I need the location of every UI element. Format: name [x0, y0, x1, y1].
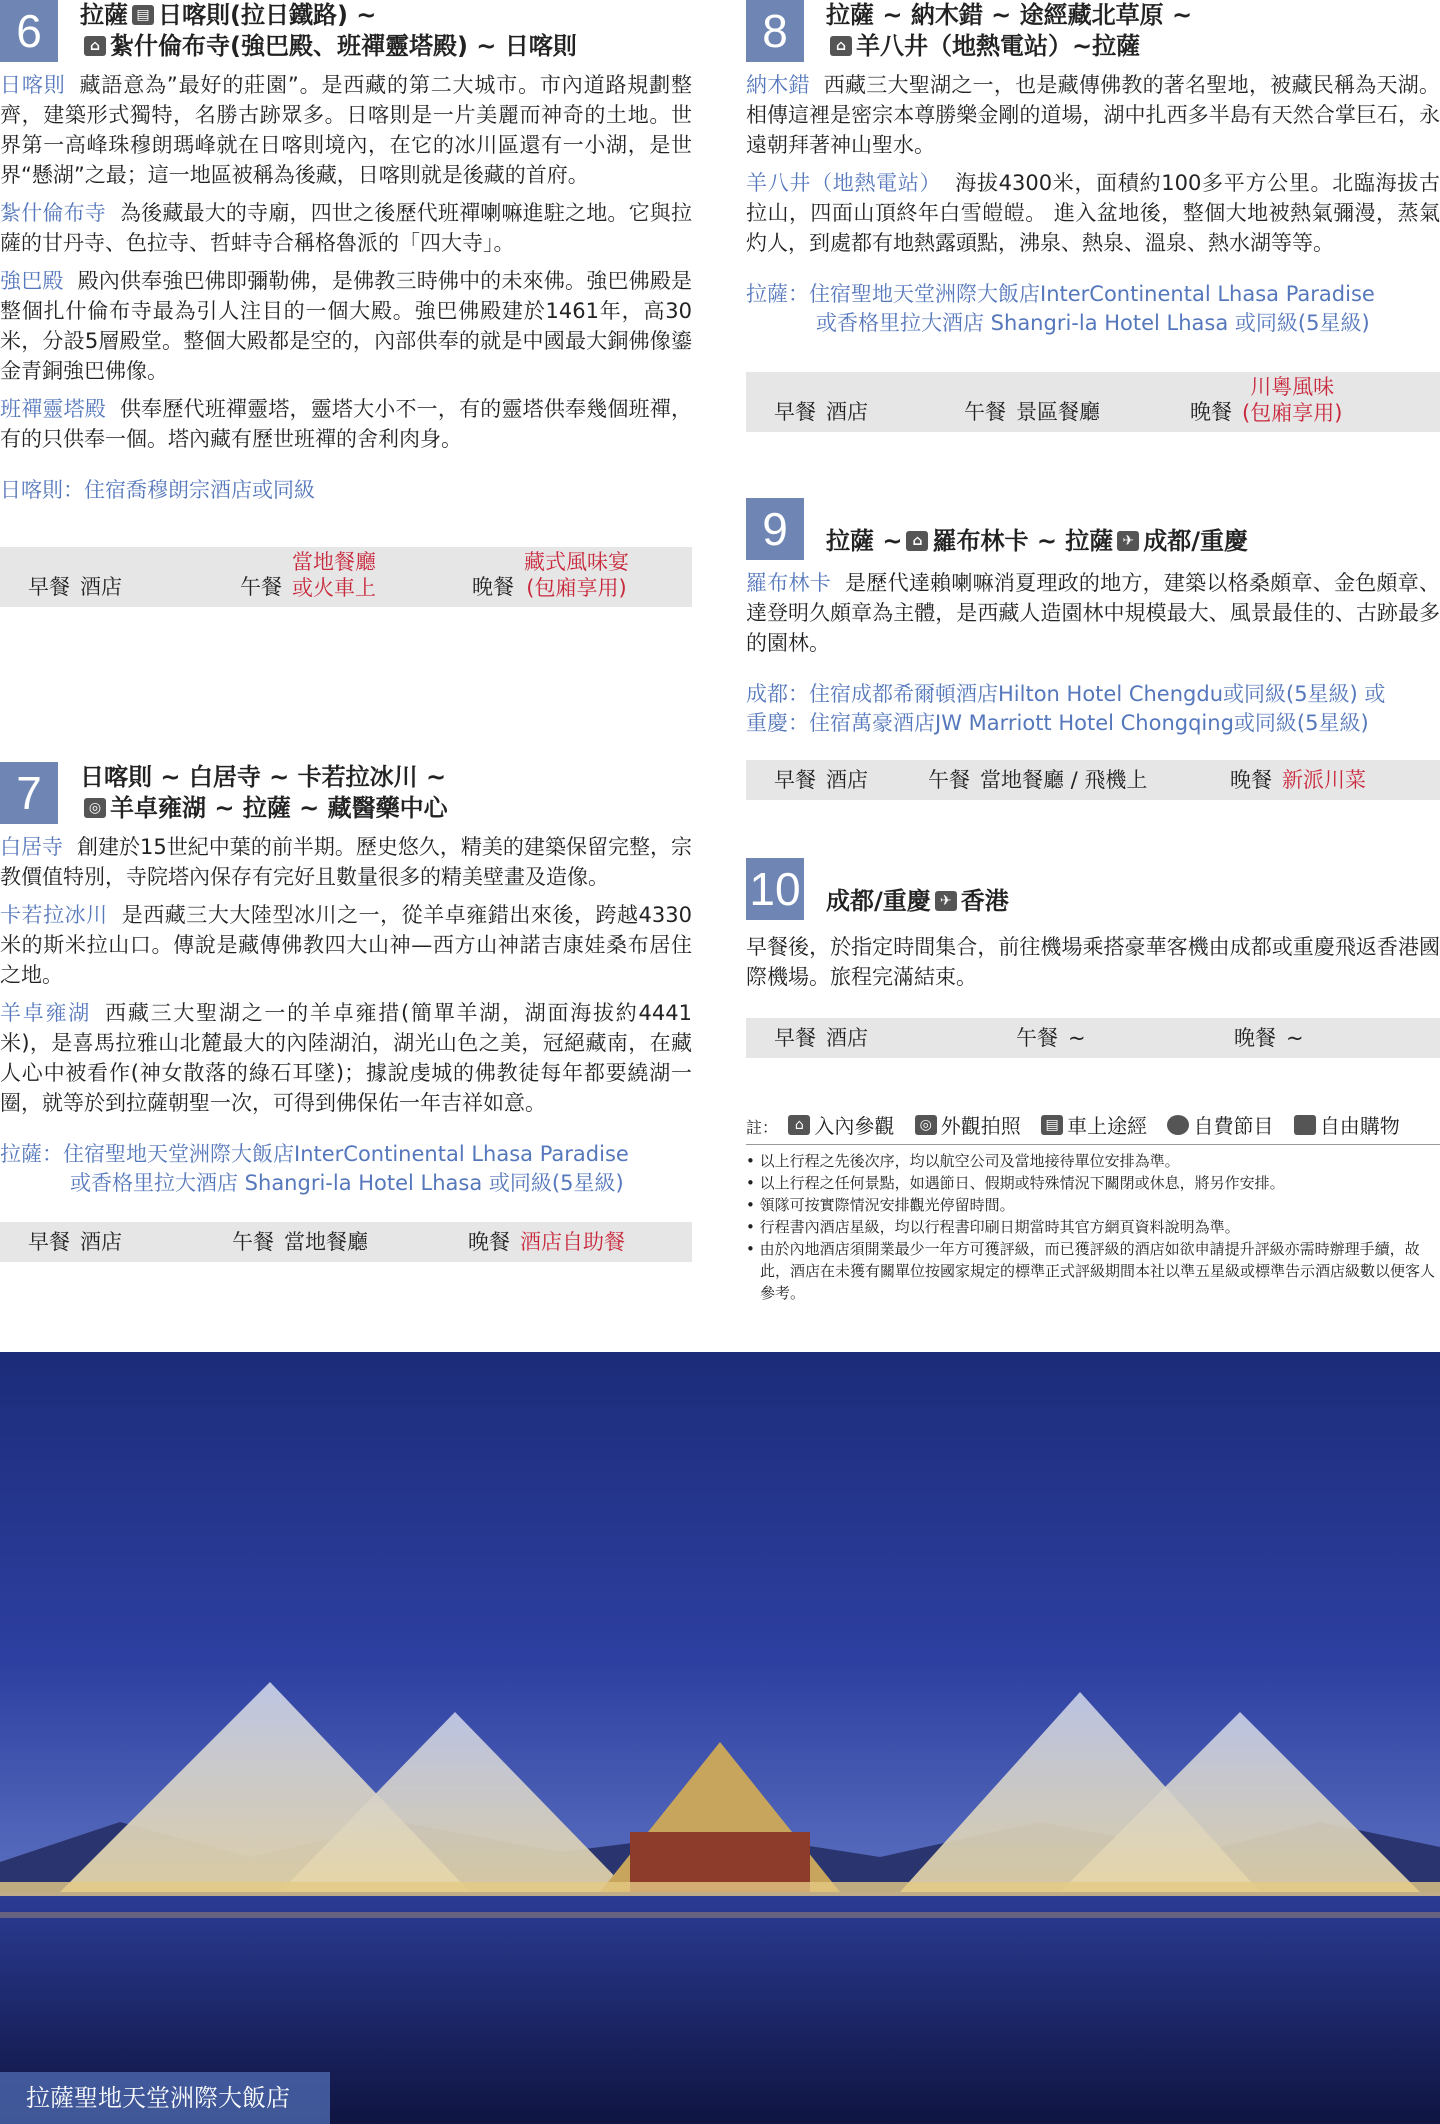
shopping-bag-icon — [1294, 1115, 1316, 1135]
note-item: • 以上行程之任何景點，如遇節日、假期或特殊情況下關閉或休息，將另作安排。 — [746, 1174, 1285, 1192]
hotel-info: 拉薩：住宿聖地天堂洲際大飯店InterContinental Lhasa Paradise 或香格里拉大酒店 Shangri-la Hotel Lhasa 或同級(5星級) — [0, 1142, 629, 1195]
paragraph: 日喀則 藏語意為”最好的莊園”。是西藏的第二大城市。市內道路規劃整齊，建築形式獨特，名勝古跡眾多。日喀則是一片美麗而神奇的土地。世界第一高峰珠穆朗瑪峰就在日喀則境內，在它的冰川區還有一小湖，是世界“懸湖”之最；這一地區被稱為後藏，日喀則就是後藏的首府。 — [0, 73, 692, 187]
day-9 — [746, 498, 1440, 800]
note-item: • 領隊可按實際情況安排觀光停留時間。 — [746, 1196, 1015, 1214]
day-number: 8 — [746, 0, 804, 62]
train-icon — [132, 5, 154, 25]
notes-legend: 註： ⌂ 入內參觀 ◎ 外觀拍照 ▤ 車上途經 自費節目 自由購物 — [746, 1110, 1440, 1139]
paragraph: 納木錯 西藏三大聖湖之一，也是藏傳佛教的著名聖地，被藏民稱為天湖。相傳這裡是密宗本尊勝樂金剛的道場，湖中扎西多半島有天然合掌巨石，永遠朝拜著神山聖水。 — [746, 73, 1440, 157]
home-icon — [906, 531, 928, 551]
meal-bar: 早餐 酒店 午餐 當地餐廳 / 飛機上 晚餐 新派川菜 — [746, 760, 1440, 800]
home-icon — [830, 36, 852, 56]
photo-caption: 拉薩聖地天堂洲際大飯店 — [0, 2072, 330, 2124]
bus-icon — [1041, 1115, 1063, 1135]
day-title: 日喀則 ~ 白居寺 ~ 卡若拉冰川 ~ ◎羊卓雍湖 ~ 拉薩 ~ 藏醫藥中心 — [80, 762, 692, 824]
home-icon — [788, 1115, 810, 1135]
hotel-info: 日喀則：住宿喬穆朗宗酒店或同級 — [0, 478, 315, 502]
day-header — [746, 858, 1440, 920]
hotel-photo — [0, 1352, 1440, 2124]
plane-icon — [935, 891, 957, 911]
day-number: 9 — [746, 498, 804, 560]
day-header — [746, 0, 1440, 62]
day-7 — [0, 762, 692, 1262]
plane-icon — [1117, 531, 1139, 551]
meal-bar: 早餐 酒店 午餐 ~ 晚餐 ~ — [746, 1018, 1440, 1058]
note-item: • 行程書內酒店星級，均以行程書印刷日期當時其官方網頁資料說明為準。 — [746, 1218, 1240, 1236]
meal-bar: 早餐 酒店 午餐 景區餐廳 晚餐川粵風味 (包廂享用) — [746, 372, 1440, 432]
paragraph: 羊卓雍湖 西藏三大聖湖之一的羊卓雍措(簡單羊湖，湖面海拔約4441米)，是喜馬拉雅山北麓最大的內陸湖泊，湖光山色之美，冠絕藏南，在藏人心中被看作(神女散落的綠石耳墜)；據說虔城的佛教徒每年都要繞湖一圈，就等於到拉薩朝聖一次，可得到佛保佑一年吉祥如意。 — [0, 1001, 693, 1115]
day-header — [0, 0, 692, 62]
day-title: 拉薩▤ 日喀則(拉日鐵路) ~ ⌂紮什倫布寺(強巴殿、班禪靈塔殿) ~ 日喀則 — [80, 0, 692, 62]
note-item: • 以上行程之先後次序，均以航空公司及當地接待單位安排為準。 — [746, 1152, 1180, 1170]
divider — [746, 1144, 1440, 1145]
paragraph: 卡若拉冰川 是西藏三大大陸型冰川之一，從羊卓雍錯出來後，跨越4330米的斯米拉山口。傳說是藏傳佛教四大山神—西方山神諾吉康娃桑布居住之地。 — [0, 903, 692, 987]
note-item: • 由於內地酒店須開業最少一年方可獲評級，而已獲評級的酒店如欲申請提升評級亦需時辦理手續，故此，酒店在未獲有關單位按國家規定的標準正式評級期間本社以準五星級或標準告示酒店級數以便客人參考。 — [746, 1240, 1436, 1302]
paragraph: 紮什倫布寺 為後藏最大的寺廟，四世之後歷代班禪喇嘛進駐之地。它與拉薩的甘丹寺、色拉寺、哲蚌寺合稱格魯派的「四大寺」。 — [0, 201, 692, 255]
meal-bar: 早餐 酒店 午餐當地餐廳 或火車上 晚餐藏式風味宴 (包廂享用) — [0, 547, 692, 607]
camera-icon — [915, 1115, 937, 1135]
paragraph: 強巴殿 殿內供奉強巴佛即彌勒佛，是佛教三時佛中的未來佛。強巴佛殿是整個扎什倫布寺最為引人注目的一個大殿。強巴佛殿建於1461年，高30米，分設5層殿堂。整個大殿都是空的，內部供奉的就是中國最大銅佛像鎏金青銅強巴佛像。 — [0, 269, 693, 383]
day-number: 10 — [746, 858, 804, 920]
day-number: 6 — [0, 0, 58, 62]
day-title: 拉薩 ~ 納木錯 ~ 途經藏北草原 ~ ⌂羊八井（地熱電站）~拉薩 — [826, 0, 1440, 62]
home-icon — [84, 36, 106, 56]
day-number: 7 — [0, 762, 58, 824]
hotel-info: 拉薩：住宿聖地天堂洲際大飯店InterContinental Lhasa Paradise 或香格里拉大酒店 Shangri-la Hotel Lhasa 或同級(5星級) — [746, 282, 1375, 335]
day-header — [746, 498, 1440, 560]
day-title: 拉薩 ~⌂ 羅布林卡 ~ 拉薩✈ 成都/重慶 — [826, 526, 1440, 557]
day-10 — [746, 858, 1440, 1058]
money-icon — [1167, 1115, 1189, 1135]
day-title: 成都/重慶✈ 香港 — [826, 886, 1440, 917]
notes-list — [746, 1150, 1436, 1304]
meal-bar: 早餐 酒店 午餐 當地餐廳 晚餐 酒店自助餐 — [0, 1222, 692, 1262]
paragraph: 班禪靈塔殿 供奉歷代班禪靈塔，靈塔大小不一，有的靈塔供奉幾個班禪，有的只供奉一個。塔內藏有歷世班禪的舍利肉身。 — [0, 397, 692, 451]
paragraph: 白居寺 創建於15世紀中葉的前半期。歷史悠久，精美的建築保留完整，宗教價值特別，寺院塔內保存有完好且數量很多的精美壁畫及造像。 — [0, 835, 692, 889]
hotel-illustration — [0, 1352, 1440, 2124]
camera-icon — [84, 798, 106, 818]
day-6 — [0, 0, 692, 607]
paragraph: 早餐後，於指定時間集合，前往機場乘搭豪華客機由成都或重慶飛返香港國際機場。旅程完滿結束。 — [746, 935, 1440, 989]
day-header — [0, 762, 692, 824]
hotel-info: 成都：住宿成都希爾頓酒店Hilton Hotel Chengdu或同級(5星級) 或 重慶：住宿萬豪酒店JW Marriott Hotel Chongqing或同級(5星級) — [746, 682, 1386, 735]
paragraph: 羊八井（地熱電站） 海拔4300米，面積約100多平方公里。北臨海拔古拉山，四面山頂終年白雪皚皚。 進入盆地後，整個大地被熱氣彌漫，蒸氣灼人，到處都有地熱露頭點，沸泉、熱泉、溫泉、熱水湖等等。 — [746, 171, 1440, 255]
day-8 — [746, 0, 1440, 432]
paragraph: 羅布林卡 是歷代達賴喇嘛消夏理政的地方，建築以格桑頗章、金色頗章、達登明久頗章為主體，是西藏人造園林中規模最大、風景最佳的、古跡最多的園林。 — [746, 571, 1440, 655]
